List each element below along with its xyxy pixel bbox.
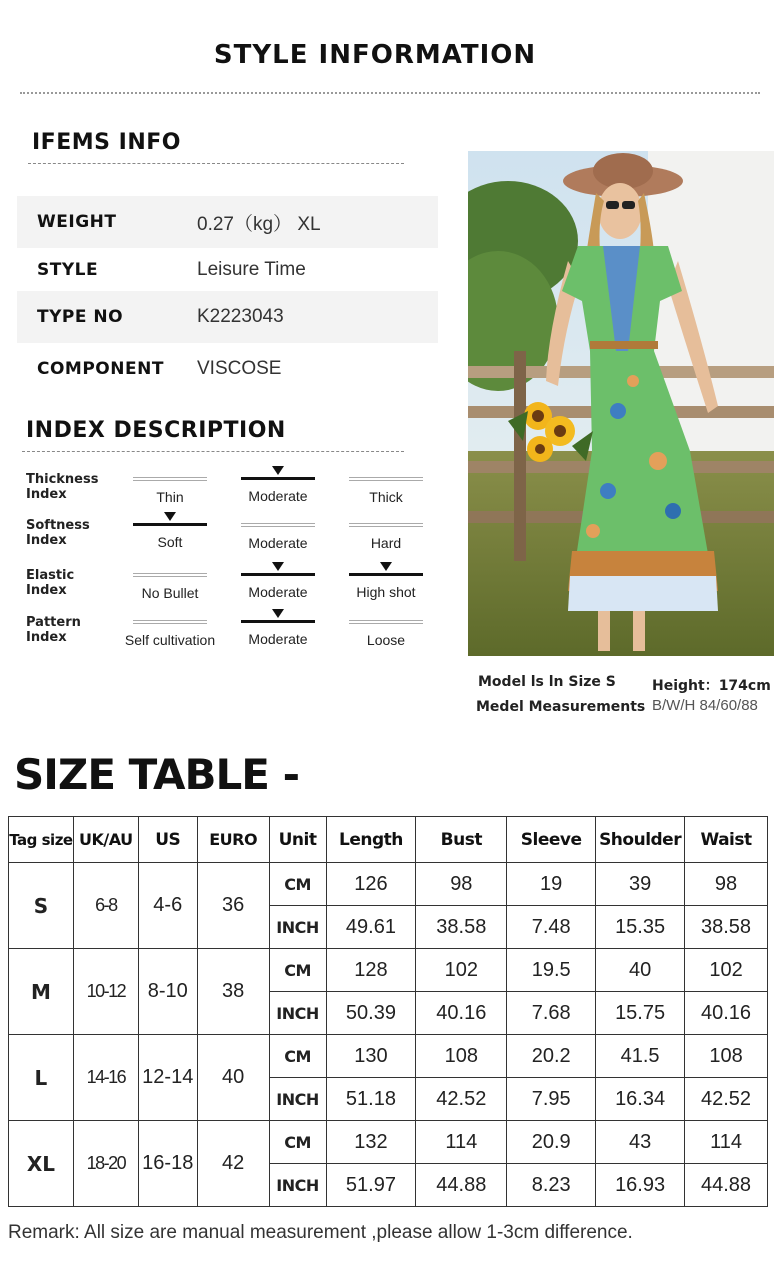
measure-cell: 15.75	[596, 992, 685, 1035]
measure-cell: 42.52	[685, 1078, 768, 1121]
header-tag-size: Tag size	[9, 817, 74, 863]
size-row-cm	[9, 1035, 768, 1078]
index-option	[124, 609, 216, 648]
measure-cell: 8.23	[507, 1164, 596, 1207]
info-key: STYLE	[37, 260, 99, 280]
euro-cell: 38	[197, 949, 269, 1035]
measure-cell: 130	[326, 1035, 416, 1078]
index-description-divider	[22, 451, 404, 452]
index-scale-bar	[349, 620, 423, 624]
header-waist: Waist	[685, 817, 768, 863]
marker-spacer	[124, 466, 216, 477]
measure-cell: 38.58	[685, 906, 768, 949]
unit-cell: CM	[269, 1035, 326, 1078]
index-option-label: Moderate	[248, 631, 308, 647]
measure-cell: 16.34	[596, 1078, 685, 1121]
info-row-weight	[17, 196, 438, 248]
index-option-label: Moderate	[248, 584, 308, 600]
index-option	[340, 512, 432, 551]
index-scale-bar	[349, 523, 423, 527]
info-value: VISCOSE	[197, 358, 282, 379]
model-photo	[468, 151, 774, 656]
index-label: Thickness Index	[26, 472, 99, 502]
header-bust: Bust	[416, 817, 507, 863]
index-label: Pattern Index	[26, 615, 81, 645]
info-key: TYPE NO	[37, 307, 124, 327]
unit-cell: CM	[269, 863, 326, 906]
unit-cell: CM	[269, 949, 326, 992]
index-option-label: Loose	[366, 632, 406, 648]
remark-note: Remark: All size are manual measurement ,please allow 1-3cm difference.	[8, 1222, 633, 1243]
measure-cell: 126	[326, 863, 416, 906]
index-option	[232, 466, 324, 504]
index-option	[340, 562, 432, 600]
measure-cell: 42.52	[416, 1078, 507, 1121]
tag-size-cell: M	[9, 949, 74, 1035]
us-cell: 4-6	[138, 863, 197, 949]
measure-cell: 102	[416, 949, 507, 992]
tag-size-cell: XL	[9, 1121, 74, 1207]
measure-cell: 15.35	[596, 906, 685, 949]
measure-cell: 44.88	[416, 1164, 507, 1207]
measure-cell: 132	[326, 1121, 416, 1164]
index-option	[124, 512, 216, 550]
measure-cell: 20.9	[507, 1121, 596, 1164]
marker-spacer	[340, 466, 432, 477]
measure-cell: 39	[596, 863, 685, 906]
us-cell: 8-10	[138, 949, 197, 1035]
selected-marker-icon	[164, 512, 176, 521]
index-option-label: High shot	[356, 584, 416, 600]
model-height-label: Height：174cm	[652, 678, 771, 694]
header-us: US	[138, 817, 197, 863]
model-size-label: Model ls ln Size S	[478, 674, 616, 690]
unit-cell: INCH	[269, 906, 326, 949]
measure-cell: 16.93	[596, 1164, 685, 1207]
tag-size-cell: L	[9, 1035, 74, 1121]
measure-cell: 49.61	[326, 906, 416, 949]
size-table-title: SIZE TABLE -	[14, 750, 300, 799]
marker-spacer	[340, 609, 432, 620]
header-uk-au: UK/AU	[73, 817, 138, 863]
selected-marker-icon	[380, 562, 392, 571]
model-measurement-value: B/W/H 84/60/88	[652, 697, 758, 714]
unit-cell: CM	[269, 1121, 326, 1164]
index-scale-bar	[349, 477, 423, 481]
measure-cell: 19.5	[507, 949, 596, 992]
measure-cell: 108	[416, 1035, 507, 1078]
info-value: Leisure Time	[197, 259, 306, 280]
unit-cell: INCH	[269, 1078, 326, 1121]
index-scale-bar	[133, 477, 207, 481]
euro-cell: 40	[197, 1035, 269, 1121]
measure-cell: 128	[326, 949, 416, 992]
measure-cell: 7.68	[507, 992, 596, 1035]
index-option	[124, 466, 216, 505]
size-row-cm	[9, 949, 768, 992]
euro-cell: 42	[197, 1121, 269, 1207]
measure-cell: 40	[596, 949, 685, 992]
index-scale-bar	[133, 523, 207, 526]
items-info-divider	[28, 163, 404, 164]
measure-cell: 7.48	[507, 906, 596, 949]
size-row-cm	[9, 1121, 768, 1164]
measure-cell: 98	[416, 863, 507, 906]
uk-au-cell: 10-12	[73, 949, 138, 1035]
header-length: Length	[326, 817, 416, 863]
model-measurement-label: Medel Measurements	[476, 699, 646, 715]
measure-cell: 50.39	[326, 992, 416, 1035]
measure-cell: 20.2	[507, 1035, 596, 1078]
index-option-label: Soft	[157, 534, 183, 550]
header-unit: Unit	[269, 817, 326, 863]
items-info-title: IFEMS INFO	[32, 130, 181, 155]
index-label: Elastic Index	[26, 568, 75, 598]
measure-cell: 51.97	[326, 1164, 416, 1207]
page-title: STYLE INFORMATION	[213, 40, 537, 70]
index-scale-bar	[241, 620, 315, 623]
header-euro: EURO	[197, 817, 269, 863]
unit-cell: INCH	[269, 992, 326, 1035]
index-option-label: Moderate	[248, 488, 308, 504]
measure-cell: 41.5	[596, 1035, 685, 1078]
uk-au-cell: 18-20	[73, 1121, 138, 1207]
selected-marker-icon	[272, 466, 284, 475]
index-option-label: Hard	[370, 535, 402, 551]
index-option-label: Moderate	[248, 535, 308, 551]
index-option	[232, 512, 324, 551]
index-option-label: Thick	[369, 489, 403, 505]
us-cell: 12-14	[138, 1035, 197, 1121]
info-row-component	[17, 343, 438, 395]
info-row-style	[17, 244, 438, 296]
size-table-header-row	[9, 817, 768, 863]
measure-cell: 51.18	[326, 1078, 416, 1121]
index-option-label: Self cultivation	[124, 632, 216, 648]
header-shoulder: Shoulder	[596, 817, 685, 863]
info-value: 0.27（kg） XL	[197, 213, 321, 235]
measure-cell: 108	[685, 1035, 768, 1078]
index-scale-bar	[349, 573, 423, 576]
measure-cell: 38.58	[416, 906, 507, 949]
index-option	[232, 609, 324, 647]
header-sleeve: Sleeve	[507, 817, 596, 863]
measure-cell: 7.95	[507, 1078, 596, 1121]
measure-cell: 19	[507, 863, 596, 906]
selected-marker-icon	[272, 609, 284, 618]
measure-cell: 43	[596, 1121, 685, 1164]
unit-cell: INCH	[269, 1164, 326, 1207]
uk-au-cell: 14-16	[73, 1035, 138, 1121]
tag-size-cell: S	[9, 863, 74, 949]
measure-cell: 40.16	[416, 992, 507, 1035]
size-table	[8, 816, 768, 1207]
index-scale-bar	[241, 477, 315, 480]
measure-cell: 102	[685, 949, 768, 992]
measure-cell: 98	[685, 863, 768, 906]
index-option-label: Thin	[156, 489, 184, 505]
index-option	[124, 562, 216, 601]
marker-spacer	[340, 512, 432, 523]
info-row-type-no	[17, 291, 438, 343]
euro-cell: 36	[197, 863, 269, 949]
selected-marker-icon	[272, 562, 284, 571]
index-option	[340, 466, 432, 505]
index-label: Softness Index	[26, 518, 90, 548]
marker-spacer	[124, 609, 216, 620]
size-row-cm	[9, 863, 768, 906]
title-divider	[20, 92, 760, 94]
uk-au-cell: 6-8	[73, 863, 138, 949]
index-scale-bar	[133, 573, 207, 577]
measure-cell: 40.16	[685, 992, 768, 1035]
marker-spacer	[124, 562, 216, 573]
marker-spacer	[232, 512, 324, 523]
info-key: COMPONENT	[37, 359, 164, 379]
index-scale-bar	[241, 523, 315, 527]
measure-cell: 114	[685, 1121, 768, 1164]
info-value: K2223043	[197, 306, 284, 327]
measure-cell: 114	[416, 1121, 507, 1164]
info-key: WEIGHT	[37, 212, 117, 232]
index-scale-bar	[133, 620, 207, 624]
us-cell: 16-18	[138, 1121, 197, 1207]
index-description-title: INDEX DESCRIPTION	[26, 418, 286, 443]
index-scale-bar	[241, 573, 315, 576]
index-option-label: No Bullet	[141, 585, 199, 601]
measure-cell: 44.88	[685, 1164, 768, 1207]
index-option	[340, 609, 432, 648]
index-option	[232, 562, 324, 600]
